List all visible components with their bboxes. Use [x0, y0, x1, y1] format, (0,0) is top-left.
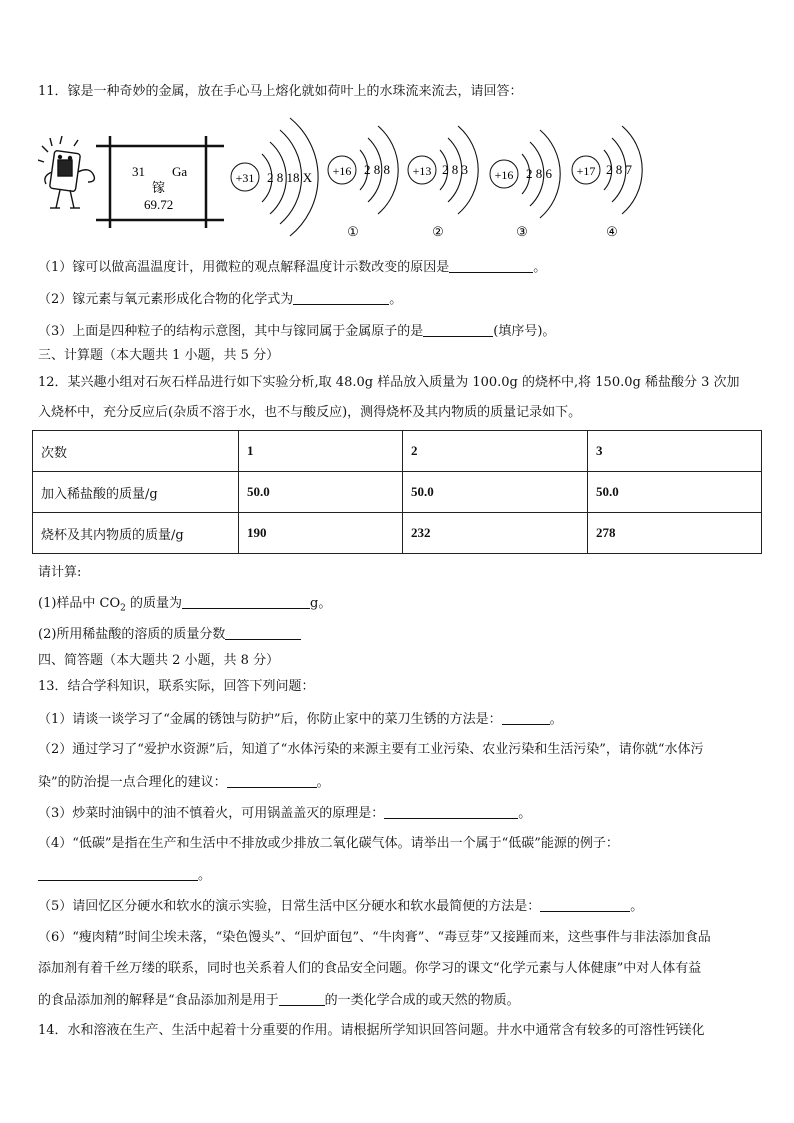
svg-text:+13: +13 [412, 164, 432, 178]
ga-electron-shells: 2 8 18 X [267, 170, 313, 185]
table-cell: 50.0 [239, 472, 403, 513]
q12-sub1: (1)样品中 $CO_2$ 的质量为 g。 [38, 596, 332, 614]
table-header-cell: 次数 [33, 431, 239, 472]
particle-1-label: ① [347, 225, 359, 240]
table-cell: 50.0 [403, 472, 588, 513]
q14-stem-line1: 14．水和溶液在生产、生活中起着十分重要的作用。请根据所学知识回答问题。井水中通常含有较多的可溶性钙镁化 [38, 1023, 705, 1038]
q13-sub6-line1: （6）“瘦肉精”时间尘埃未落，“染色馒头”、“回炉面包”、“牛肉膏”、“毒豆芽”又接踵而来，这些事件与非法添加食品 [38, 930, 711, 945]
svg-text:+16: +16 [494, 168, 514, 182]
q13-sub4-answer: 。 [38, 866, 211, 885]
q13-sub6-line3: 的食品添加剂的解释是“食品添加剂是用于 的一类化学合成的或天然的物质。 [38, 993, 520, 1008]
svg-text:2 8 7: 2 8 7 [606, 162, 632, 177]
table-row [33, 513, 762, 554]
experiment-data-table [32, 430, 762, 554]
answer-blank[interactable] [449, 258, 533, 273]
particle-4-label: ④ [606, 225, 618, 240]
q13-sub3: （3）炒菜时油锅中的油不慎着火，可用锅盖盖灭的原理是： 。 [38, 806, 532, 821]
element-number: 31 [132, 164, 145, 179]
svg-text:2 8 6: 2 8 6 [526, 166, 552, 181]
svg-text:2 8 8: 2 8 8 [364, 162, 390, 177]
q13-sub4: （4）“低碳”是指在生产和生活中不排放或少排放二氧化碳气体。请举出一个属于“低碳”能源的例子： [38, 836, 619, 851]
svg-text:2 8 3: 2 8 3 [442, 162, 468, 177]
element-name: 镓 [152, 181, 166, 196]
table-header-cell: 3 [588, 431, 762, 472]
table-cell: 50.0 [588, 472, 762, 513]
particle-2-label: ② [432, 225, 444, 240]
gallium-mascot-icon [38, 136, 94, 208]
q12-stem-line2: 入烧杯中，充分反应后(杂质不溶于水，也不与酸反应)，测得烧杯及其内物质的质量记录如下。 [38, 405, 582, 420]
table-row [33, 472, 762, 513]
answer-blank[interactable] [502, 710, 550, 725]
table-header-cell: 2 [403, 431, 588, 472]
gallium-atom-diagram [231, 118, 318, 236]
particle-1-diagram [328, 126, 398, 240]
atomic-structure-figure [38, 112, 758, 244]
particle-3-diagram [490, 130, 560, 240]
q13-sub2-line1: （2）通过学习了“爱护水资源”后，知道了“水体污染的来源主要有工业污染、农业污染和生活污染”，请你就“水体污 [38, 742, 704, 757]
table-cell: 232 [403, 513, 588, 554]
q13-stem: 13．结合学科知识，联系实际，回答下列问题： [38, 679, 315, 694]
q11-sub3: （3）上面是四种粒子的结构示意图，其中与镓同属于金属原子的是 (填序号)。 [38, 324, 556, 339]
answer-blank[interactable] [384, 804, 518, 819]
answer-blank[interactable] [293, 290, 389, 305]
section-3-heading: 三、计算题（本大题共 1 小题，共 5 分） [38, 348, 280, 363]
table-header-cell: 1 [239, 431, 403, 472]
element-mass: 69.72 [144, 197, 174, 212]
answer-blank[interactable] [227, 773, 317, 788]
q11-sub1: （1）镓可以做高温温度计，用微粒的观点解释温度计示数改变的原因是 。 [38, 260, 547, 275]
table-header-row [33, 431, 762, 472]
q11-stem: 11．镓是一种奇妙的金属，放在手心马上熔化就如荷叶上的水珠流来流去，请回答： [38, 84, 523, 99]
answer-blank[interactable] [279, 991, 325, 1006]
ga-nucleus-charge: +31 [235, 171, 255, 185]
element-symbol: Ga [172, 164, 188, 179]
answer-blank[interactable] [38, 866, 198, 881]
q13-sub1: （1）请谈一谈学习了“金属的锈蚀与防护”后，你防止家中的菜刀生锈的方法是： 。 [38, 712, 563, 727]
q12-prompt: 请计算: [38, 565, 82, 580]
gallium-element-card [96, 136, 224, 228]
q12-sub2: (2)所用稀盐酸的溶质的质量分数 [38, 625, 301, 644]
q11-sub2: （2）镓元素与氧元素形成化合物的化学式为 。 [38, 292, 403, 307]
particle-4-diagram [572, 126, 642, 240]
answer-blank[interactable] [423, 322, 493, 337]
q13-sub6-line2: 添加剂有着千丝万缕的联系，同时也关系着人们的食品安全问题。你学习的课文“化学元素与人体健康”中对人体有益 [38, 961, 702, 976]
section-4-heading: 四、简答题（本大题共 2 小题，共 8 分） [38, 653, 280, 668]
answer-blank[interactable] [182, 594, 310, 609]
q13-sub5: （5）请回忆区分硬水和软水的演示实验，日常生活中区分硬水和软水最简便的方法是： 。 [38, 899, 644, 914]
table-cell: 278 [588, 513, 762, 554]
table-cell: 烧杯及其内物质的质量/g [33, 513, 239, 554]
particle-2-diagram [408, 126, 478, 240]
particle-3-label: ③ [516, 225, 528, 240]
svg-text:+16: +16 [332, 164, 352, 178]
table-cell: 加入稀盐酸的质量/g [33, 472, 239, 513]
answer-blank[interactable] [540, 897, 630, 912]
q13-sub2-line2: 染”的防治提一点合理化的建议： 。 [38, 775, 330, 790]
table-cell: 190 [239, 513, 403, 554]
svg-text:+17: +17 [576, 164, 596, 178]
q12-stem-line1: 12．某兴趣小组对石灰石样品进行如下实验分析,取 48.0g 样品放入质量为 100.0g 的烧杯中,将 150.0g 稀盐酸分 3 次加 [38, 375, 740, 390]
answer-blank[interactable] [225, 625, 301, 640]
